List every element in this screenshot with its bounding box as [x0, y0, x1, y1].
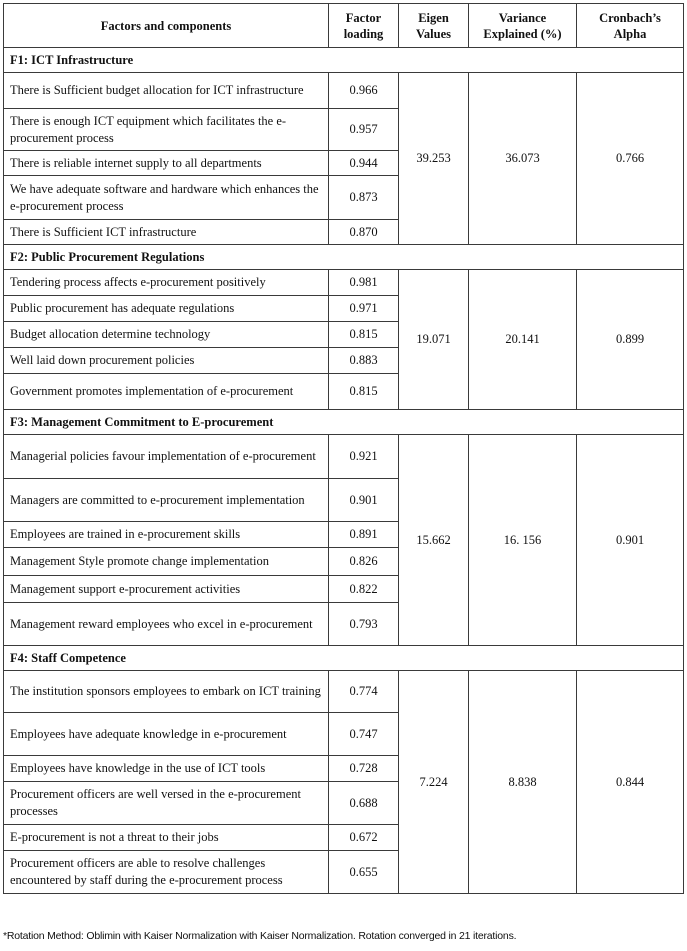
- table-body: [4, 48, 684, 894]
- factor-loading-value: 0.981: [329, 270, 399, 296]
- component-label: Budget allocation determine technology: [4, 322, 329, 348]
- factor-loading-value: 0.688: [329, 782, 399, 825]
- component-label: Procurement officers are well versed in the e-procurement processes: [4, 782, 329, 825]
- component-label: Employees have knowledge in the use of ICT tools: [4, 756, 329, 782]
- factor-loading-value: 0.870: [329, 220, 399, 245]
- section-title: F1: ICT Infrastructure: [4, 48, 684, 73]
- factor-loading-value: 0.944: [329, 151, 399, 176]
- factor-loading-value: 0.728: [329, 756, 399, 782]
- component-label: There is enough ICT equipment which facilitates the e-procurement process: [4, 109, 329, 151]
- component-label: Management reward employees who excel in e-procurement: [4, 603, 329, 646]
- header-eigen-values: Eigen Values: [399, 4, 469, 48]
- component-label: Managers are committed to e-procurement implementation: [4, 479, 329, 522]
- variance-explained-value: 8.838: [469, 671, 577, 894]
- factor-loading-value: 0.901: [329, 479, 399, 522]
- factor-loading-value: 0.672: [329, 825, 399, 851]
- header-variance-explained: Variance Explained (%): [469, 4, 577, 48]
- section-title: F4: Staff Competence: [4, 646, 684, 671]
- factor-loading-value: 0.921: [329, 435, 399, 479]
- section-header-row: [4, 245, 684, 270]
- header-factors: Factors and components: [4, 4, 329, 48]
- cronbach-alpha-value: 0.901: [577, 435, 684, 646]
- component-label: Management Style promote change implementation: [4, 548, 329, 576]
- factor-loading-value: 0.815: [329, 322, 399, 348]
- section-header-row: [4, 646, 684, 671]
- factor-loading-value: 0.774: [329, 671, 399, 713]
- component-label: Procurement officers are able to resolve challenges encountered by staff during the e-procurement process: [4, 851, 329, 894]
- variance-explained-value: 16. 156: [469, 435, 577, 646]
- eigen-value: 39.253: [399, 73, 469, 245]
- factor-loading-value: 0.891: [329, 522, 399, 548]
- factor-loading-value: 0.815: [329, 374, 399, 410]
- component-label: There is Sufficient budget allocation for ICT infrastructure: [4, 73, 329, 109]
- table-row: [4, 435, 684, 479]
- factor-loading-value: 0.826: [329, 548, 399, 576]
- component-label: Management support e-procurement activities: [4, 576, 329, 603]
- cronbach-alpha-value: 0.766: [577, 73, 684, 245]
- factor-loading-value: 0.971: [329, 296, 399, 322]
- section-header-row: [4, 410, 684, 435]
- factor-loading-value: 0.655: [329, 851, 399, 894]
- component-label: Managerial policies favour implementation of e-procurement: [4, 435, 329, 479]
- header-cronbach-alpha: Cronbach’s Alpha: [577, 4, 684, 48]
- cronbach-alpha-value: 0.899: [577, 270, 684, 410]
- table-row: [4, 73, 684, 109]
- component-label: Tendering process affects e-procurement positively: [4, 270, 329, 296]
- table-row: [4, 270, 684, 296]
- component-label: E-procurement is not a threat to their jobs: [4, 825, 329, 851]
- section-header-row: [4, 48, 684, 73]
- factor-loading-value: 0.873: [329, 176, 399, 220]
- component-label: Public procurement has adequate regulations: [4, 296, 329, 322]
- variance-explained-value: 36.073: [469, 73, 577, 245]
- component-label: Employees have adequate knowledge in e-procurement: [4, 713, 329, 756]
- variance-explained-value: 20.141: [469, 270, 577, 410]
- factor-loading-value: 0.883: [329, 348, 399, 374]
- section-title: F3: Management Commitment to E-procurement: [4, 410, 684, 435]
- factor-loading-value: 0.747: [329, 713, 399, 756]
- eigen-value: 19.071: [399, 270, 469, 410]
- component-label: There is reliable internet supply to all departments: [4, 151, 329, 176]
- eigen-value: 15.662: [399, 435, 469, 646]
- factor-loading-value: 0.822: [329, 576, 399, 603]
- component-label: Government promotes implementation of e-procurement: [4, 374, 329, 410]
- component-label: The institution sponsors employees to embark on ICT training: [4, 671, 329, 713]
- component-label: Employees are trained in e-procurement skills: [4, 522, 329, 548]
- eigen-value: 7.224: [399, 671, 469, 894]
- cronbach-alpha-value: 0.844: [577, 671, 684, 894]
- section-title: F2: Public Procurement Regulations: [4, 245, 684, 270]
- header-row: [4, 4, 684, 48]
- component-label: There is Sufficient ICT infrastructure: [4, 220, 329, 245]
- header-factor-loading: Factor loading: [329, 4, 399, 48]
- factor-loading-value: 0.957: [329, 109, 399, 151]
- factor-loading-value: 0.793: [329, 603, 399, 646]
- factor-loading-value: 0.966: [329, 73, 399, 109]
- component-label: We have adequate software and hardware which enhances the e-procurement process: [4, 176, 329, 220]
- table-row: [4, 671, 684, 713]
- factor-analysis-table-container: [3, 3, 683, 894]
- component-label: Well laid down procurement policies: [4, 348, 329, 374]
- factor-analysis-table: [3, 3, 684, 894]
- footnote: *Rotation Method: Oblimin with Kaiser Normalization with Kaiser Normalization. Rotation converged in 21 iterations.: [3, 930, 517, 942]
